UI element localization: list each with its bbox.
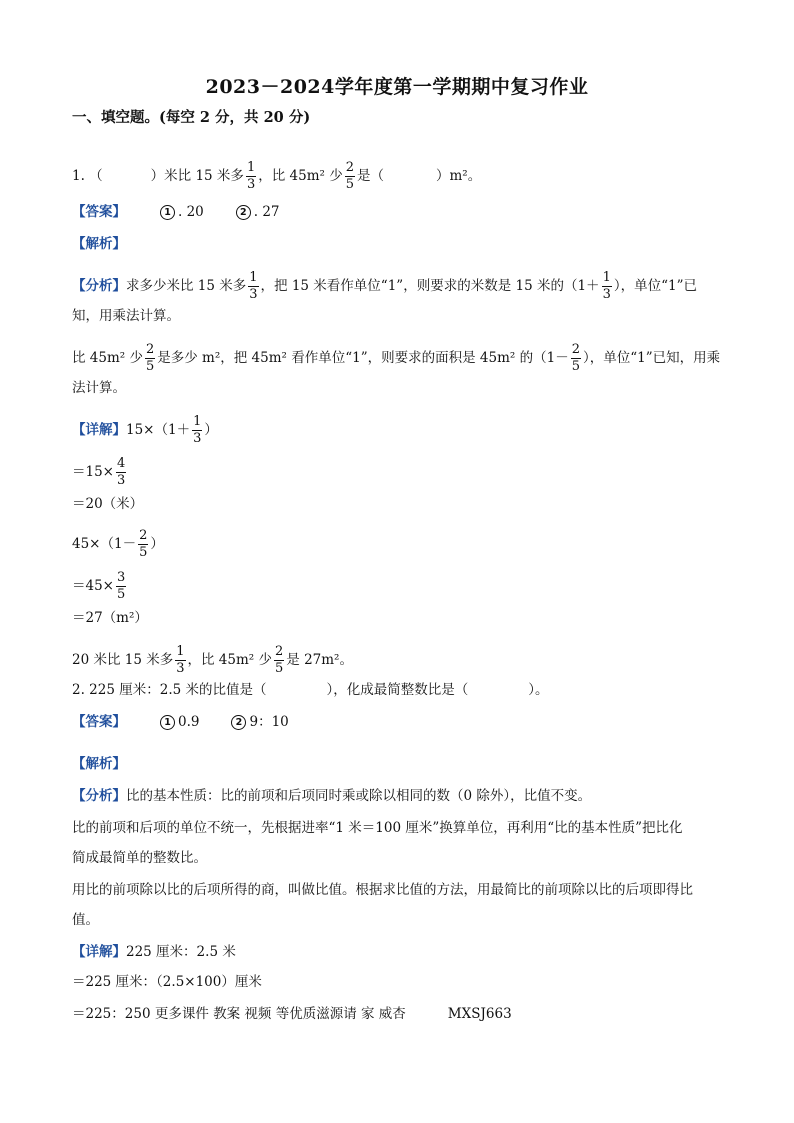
fraction: $\frac{2}{5}$: [571, 342, 580, 374]
detail-line: ＝15× $\frac{4}{3}$: [72, 456, 126, 488]
analysis-line: 知，用乘法计算。: [72, 308, 180, 324]
analysis-line: 简成最简单的整数比。: [72, 850, 207, 866]
detail-line: 【详解】225 厘米：2.5 米: [72, 944, 236, 960]
fraction: $\frac{1}{3}$: [246, 160, 256, 192]
fraction: $\frac{3}{5}$: [117, 570, 126, 602]
detail-line: 【详解】15×（1＋ $\frac{1}{3}$ ）: [72, 414, 218, 446]
watermark-code: MXSJ663: [447, 1006, 512, 1022]
conclusion-line: 20 米比 15 米多 $\frac{1}{3}$ ，比 45m² 少 $\frac{2}{5}$ 是 27m²。: [72, 644, 353, 676]
fraction: $\frac{1}{3}$: [176, 644, 185, 676]
section-heading: 一、填空题。(每空 2 分，共 20 分): [72, 109, 311, 126]
detail-line: ＝225：250 更多课件 教案 视频 等优质滋源请 家 威杏 MXSJ663: [72, 1006, 512, 1022]
circled-number: 1: [160, 205, 175, 220]
analysis-line: 用比的前项除以比的后项所得的商，叫做比值。根据求比值的方法，用最简比的前项除以比的后项即得比: [72, 882, 693, 898]
analysis-line: 比的前项和后项的单位不统一，先根据进率“1 米＝100 厘米”换算单位，再利用“比的基本性质”把比化: [72, 820, 683, 836]
analysis-line: 法计算。: [72, 380, 126, 396]
analysis-line: 比 45m² 少 $\frac{2}{5}$ 是多少 m²，把 45m² 看作单位“1”，则要求的面积是 45m² 的（1－ $\frac{2}{5}$ ），单位“1”已知，用乘: [72, 342, 721, 374]
analysis-line: 【分析】求多少米比 15 米多 $\frac{1}{3}$ ，把 15 米看作单位“1”，则要求的米数是 15 米的（1＋ $\frac{1}{3}$ ），单位“1”已: [72, 270, 697, 302]
detail-line: ＝27（m²）: [72, 610, 148, 626]
detail-line: ＝45× $\frac{3}{5}$: [72, 570, 126, 602]
analysis-tag: 【解析】: [72, 756, 126, 772]
question-2: 2. 225 厘米：2.5 米的比值是（ ），化成最简整数比是（ ）。: [72, 682, 549, 698]
detail-line: ＝20（米）: [72, 496, 144, 512]
page-title: 2023－2024学年度第一学期期中复习作业: [205, 76, 589, 98]
answer-row: 【答案】 1 . 20 2 . 27: [72, 204, 280, 220]
fraction: $\frac{2}{5}$: [145, 342, 155, 374]
fraction: $\frac{2}{5}$: [139, 528, 148, 560]
fraction: $\frac{4}{3}$: [117, 456, 126, 488]
fraction: $\frac{1}{3}$: [193, 414, 202, 446]
answer-row: 【答案】 1 0.9 2 9：10: [72, 714, 289, 730]
circled-number: 1: [160, 715, 175, 730]
detail-line: 45×（1－ $\frac{2}{5}$ ）: [72, 528, 164, 560]
detail-line: ＝225 厘米：（2.5×100）厘米: [72, 974, 262, 990]
fraction: $\frac{2}{5}$: [275, 644, 284, 676]
fraction: $\frac{1}{3}$: [602, 270, 611, 302]
circled-number: 2: [231, 715, 246, 730]
answer-tag: 【答案】: [72, 204, 126, 220]
question-1: 1. （ ）米比 15 米多 $\frac{1}{3}$ ，比 45m² 少 $\frac{2}{5}$ 是（ ）m²。: [72, 160, 482, 192]
fraction: $\frac{2}{5}$: [345, 160, 354, 192]
analysis-line: 【分析】比的基本性质：比的前项和后项同时乘或除以相同的数（0 除外），比值不变。: [72, 788, 592, 804]
analysis-line: 值。: [72, 912, 99, 928]
fraction: $\frac{1}{3}$: [249, 270, 258, 302]
circled-number: 2: [236, 205, 251, 220]
analysis-tag: 【解析】: [72, 236, 126, 252]
